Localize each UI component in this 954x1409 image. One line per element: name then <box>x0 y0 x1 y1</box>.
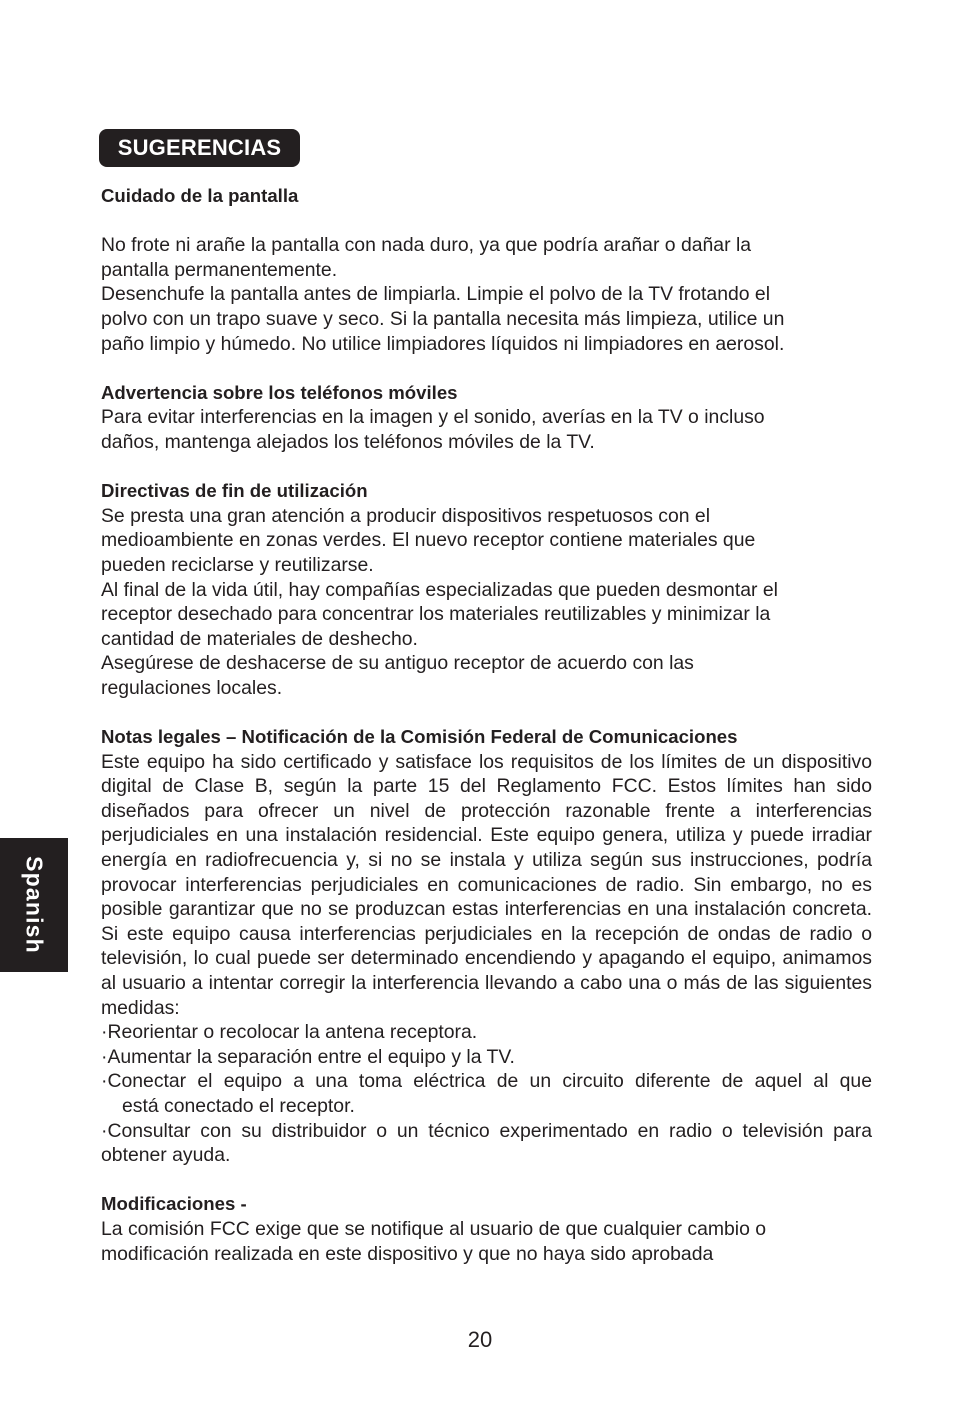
end-of-life-line: Al final de la vida útil, hay compañías especializadas que pueden desmontar el <box>101 578 778 601</box>
legal-bullet: ·Reorientar o recolocar la antena receptora. <box>101 1021 478 1044</box>
end-of-life-line: regulaciones locales. <box>101 676 283 699</box>
language-side-tab-label: Spanish <box>21 856 48 954</box>
spacer <box>101 1168 872 1193</box>
end-of-life-line: Se presta una gran atención a producir dispositivos respetuosos con el <box>101 504 711 527</box>
modifications-line: La comisión FCC exige que se notifique al usuario de que cualquier cambio o <box>101 1217 767 1240</box>
legal-paragraph: Este equipo ha sido certificado y satisface los requisitos de los límites de un dispositivo digital de Clase B, según la parte 15 del Reglamento FCC. Estos límites han sido diseñados para ofrecer un nivel de protección razonable frente a interferencias perjudiciales en una instalación residencial. Este equipo genera, utiliza y puede irradiar energía en radiofrecuencia y, si no se instala y utiliza según sus instrucciones, podría provocar interferencias perjudiciales en comunicaciones de radio. Sin embargo, no es posible garantizar que no se produzcan estas interferencias en una instalación concreta. Si este equipo causa interferencias perjudiciales en la recepción de ondas de radio o televisión, lo cual puede ser determinado encendiendo y apagando el equipo, animamos al usuario a intentar corregir la interferencia llevando a cabo una o más de las siguientes medidas: <box>101 750 872 1019</box>
section-title-badge: SUGERENCIAS <box>99 129 300 167</box>
screen-care-line: Desenchufe la pantalla antes de limpiarla. Limpie el polvo de la TV frotando el <box>101 283 771 306</box>
screen-care-heading: Cuidado de la pantalla <box>101 185 299 206</box>
end-of-life-heading: Directivas de fin de utilización <box>101 480 368 502</box>
end-of-life-line: medioambiente en zonas verdes. El nuevo receptor contiene materiales que <box>101 529 756 552</box>
end-of-life-line: receptor desechado para concentrar los materiales reutilizables y minimizar la <box>101 603 771 626</box>
language-side-tab <box>0 838 68 972</box>
screen-care-line: polvo con un trapo suave y seco. Si la pantalla necesita más limpieza, utilice un <box>101 307 785 330</box>
legal-bullet-continuation: está conectado el receptor. <box>122 1094 355 1117</box>
legal-bullet: ·Conectar el equipo a una toma eléctrica de un circuito diferente de aquel al que <box>101 1070 872 1093</box>
end-of-life-line: Asegúrese de deshacerse de su antiguo receptor de acuerdo con las <box>101 652 694 675</box>
spacer <box>101 455 872 480</box>
modifications-line: modificación realizada en este dispositivo y que no haya sido aprobada <box>101 1242 714 1265</box>
modifications-heading: Modificaciones - <box>101 1193 247 1215</box>
screen-care-line: No frote ni arañe la pantalla con nada duro, ya que podría arañar o dañar la <box>101 234 752 257</box>
spacer <box>101 700 872 725</box>
document-body <box>101 184 872 1266</box>
legal-bullet: ·Aumentar la separación entre el equipo y la TV. <box>101 1045 515 1068</box>
screen-care-line: paño limpio y húmedo. No utilice limpiadores líquidos ni limpiadores en aerosol. <box>101 332 785 355</box>
end-of-life-line: pueden reciclarse y reutilizarse. <box>101 553 374 576</box>
mobile-warning-line: daños, mantenga alejados los teléfonos móviles de la TV. <box>101 430 595 453</box>
legal-bullet: ·Consultar con su distribuidor o un técnico experimentado en radio o televisión para obtener ayuda. <box>101 1119 872 1167</box>
screen-care-line: pantalla permanentemente. <box>101 258 338 281</box>
mobile-warning-heading: Advertencia sobre los teléfonos móviles <box>101 381 458 403</box>
page-number: 20 <box>467 1327 493 1352</box>
spacer <box>101 209 872 234</box>
end-of-life-line: cantidad de materiales de deshecho. <box>101 627 418 650</box>
mobile-warning-line: Para evitar interferencias en la imagen y el sonido, averías en la TV o incluso <box>101 406 765 429</box>
spacer <box>101 356 872 381</box>
legal-heading: Notas legales – Notificación de la Comisión Federal de Comunicaciones <box>101 726 738 748</box>
